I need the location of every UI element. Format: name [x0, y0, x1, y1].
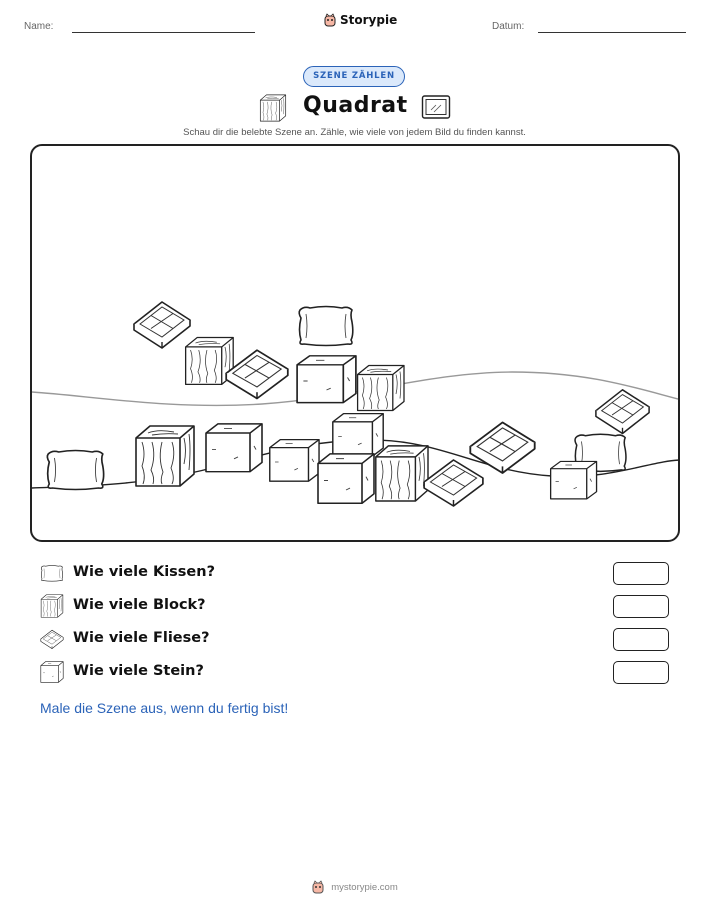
wood-block-2 — [358, 366, 404, 411]
category-badge: SZENE ZÄHLEN — [303, 66, 405, 87]
pillow-icon — [40, 561, 64, 585]
tile-3 — [596, 390, 649, 434]
date-label: Datum: — [492, 21, 525, 32]
tile-5 — [470, 422, 534, 473]
tile-icon — [40, 627, 64, 651]
pillow-2 — [47, 451, 103, 490]
stone-cube-5 — [318, 454, 374, 503]
footer — [0, 880, 709, 894]
question-text: Wie viele Stein? — [73, 663, 204, 679]
wood-block-icon — [40, 594, 64, 618]
tile-4 — [424, 460, 483, 506]
pillow-1 — [299, 307, 353, 346]
footer-url: mystorypie.com — [331, 881, 398, 893]
question-tiles — [40, 627, 670, 653]
stone-cube-1 — [297, 356, 356, 403]
question-blocks — [40, 594, 670, 620]
question-text: Wie viele Fliese? — [73, 630, 210, 646]
tile-1 — [134, 302, 190, 348]
question-stones — [40, 660, 670, 686]
counting-scene — [30, 144, 680, 542]
storypie-logo — [323, 13, 397, 27]
wood-block-4 — [376, 446, 428, 501]
answer-box-tiles[interactable] — [613, 628, 669, 651]
answer-box-blocks[interactable] — [613, 595, 669, 618]
stone-cube-icon — [40, 660, 64, 684]
date-field[interactable] — [538, 32, 686, 33]
coloring-prompt: Male die Szene aus, wenn du fertig bist! — [40, 700, 289, 716]
question-pillows — [40, 561, 670, 587]
stone-cube-3 — [333, 414, 383, 457]
brand-name: Storypie — [340, 13, 398, 27]
wood-block-3 — [136, 426, 194, 486]
question-text: Wie viele Kissen? — [73, 564, 215, 580]
question-text: Wie viele Block? — [73, 597, 206, 613]
name-field[interactable] — [72, 32, 255, 33]
mascot-icon — [323, 13, 337, 27]
stone-cube-2 — [206, 424, 262, 472]
stone-cube-6 — [551, 461, 597, 498]
mascot-icon — [311, 880, 325, 894]
name-label: Name: — [24, 21, 54, 32]
page-title: Quadrat — [303, 93, 408, 118]
instruction-text: Schau dir die belebte Szene an. Zähle, wie viele von jedem Bild du finden kannst. — [183, 127, 526, 138]
answer-box-pillows[interactable] — [613, 562, 669, 585]
wood-block-icon — [259, 94, 287, 122]
mirror-frame-icon — [421, 94, 451, 120]
tile-2 — [226, 350, 288, 398]
stone-cube-4 — [270, 440, 319, 482]
answer-box-stones[interactable] — [613, 661, 669, 684]
